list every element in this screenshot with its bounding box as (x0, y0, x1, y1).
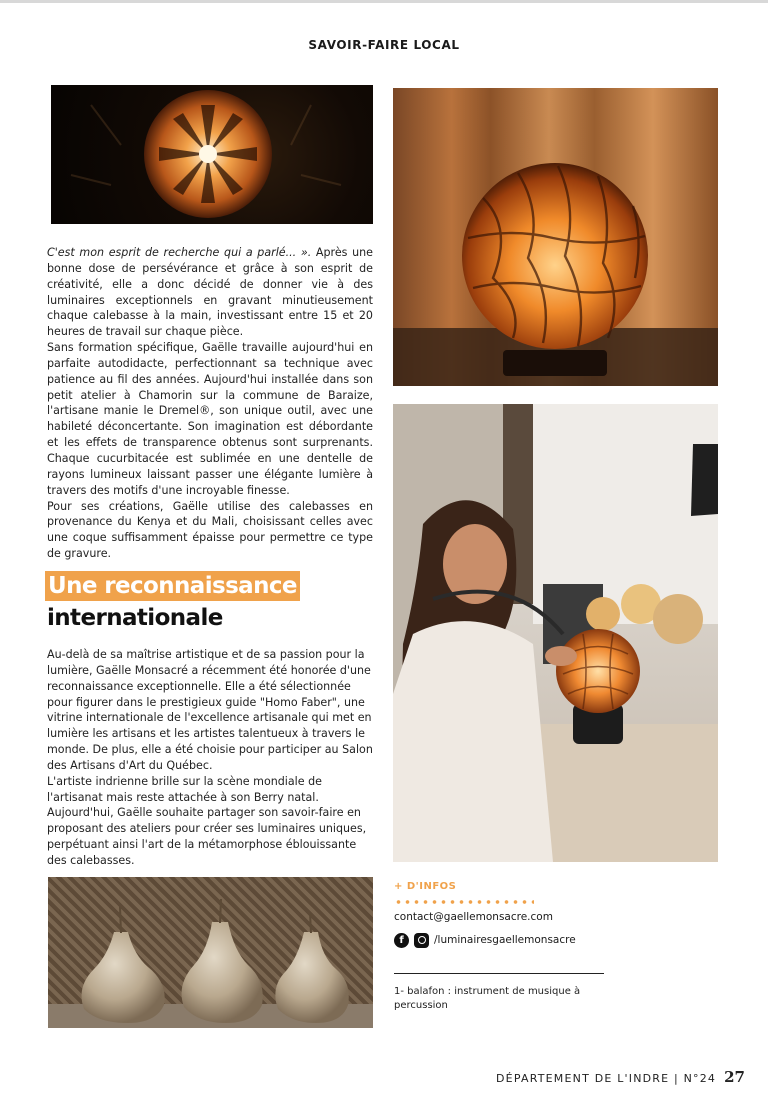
heading-second-line: internationale (47, 605, 223, 631)
footnote-rule (394, 973, 604, 974)
publication-name: DÉPARTEMENT DE L'INDRE | N°24 (496, 1072, 717, 1085)
paragraph-intro-text: Après une bonne dose de persévérance et grâce à son esprit de créativité, elle a donc décidé de donner vie à des luminaires exceptionnels en gravant minutieusement chaque calebasse à la main, investissant entre 15 et 20 heures de travail sur chaque pièce. (47, 246, 373, 339)
paragraph-workshops: L'artiste indrienne brille sur la scène mondiale de l'artisanat mais reste attachée à son Berry natal. Aujourd'hui, Gaëlle souhaite partager son savoir-faire en proposant des ateliers pour créer ses luminaires uniques, perpétuant ainsi l'art de la métamorphose éblouissante des calebasses. (47, 774, 367, 867)
paragraph-technique: Sans formation spécifique, Gaëlle travaille aujourd'hui en parfaite autodidacte, perfectionnant sa technique avec patience au fil des années. Aujourd'hui installée dans son petit atelier à Chamorin sur la commune de Baraize, l'artisane manie le Dremel®, son unique outil, avec une habileté déconcertante. Son imagination est débordante et les effets de transparence obtenus sont surprenants. Chaque cucurbitacée est sublimée en une dentelle de rayons lumineux laissant passer une élégante lumière à travers des motifs d'une incroyable finesse. (47, 341, 373, 497)
paragraph-recognition: Au-delà de sa maîtrise artistique et de sa passion pour la lumière, Gaëlle Monsacré a récemment été honorée d'une reconnaissance exceptionnelle. Elle a été sélectionnée pour figurer dans le prestigieux guide "Homo Faber", une vitrine internationale de l'excellence artisanale qui met en lumière les artisans et les artistes talentueux à travers le monde. De plus, elle a été choisie pour participer au Salon des Artisans d'Art du Québec. (47, 648, 373, 772)
contact-email[interactable]: contact@gaellemonsacre.com (394, 911, 553, 923)
social-handle[interactable]: /luminairesgaellemonsacre (434, 934, 576, 946)
article-text-2 (47, 647, 373, 869)
social-links (394, 932, 576, 948)
article-text-1 (47, 245, 373, 562)
paragraph-materials: Pour ses créations, Gaëlle utilise des calebasses en provenance du Kenya et du Mali, choisissant celles avec une coque suffisamment épaisse pour permettre ce type de gravure. (47, 499, 373, 561)
page-number: 27 (724, 1068, 745, 1086)
photo-lamp-table (393, 88, 718, 386)
footnote: 1- balafon : instrument de musique à percussion (394, 986, 581, 1011)
top-border (0, 0, 768, 3)
page-footer (496, 1068, 745, 1086)
photo-lamp-dark (51, 85, 373, 224)
instagram-icon[interactable] (414, 933, 429, 948)
paragraph-intro (47, 245, 373, 340)
dotted-separator (394, 899, 534, 905)
heading-highlight: Une reconnaissance (45, 571, 300, 601)
photo-artist-working (393, 404, 718, 862)
facebook-icon[interactable]: f (394, 933, 409, 948)
section-title: SAVOIR-FAIRE LOCAL (308, 38, 460, 52)
infos-title: + D'INFOS (394, 881, 457, 892)
quote: C'est mon esprit de recherche qui a parlé... ». (47, 246, 312, 259)
photo-calabashes (48, 877, 373, 1028)
